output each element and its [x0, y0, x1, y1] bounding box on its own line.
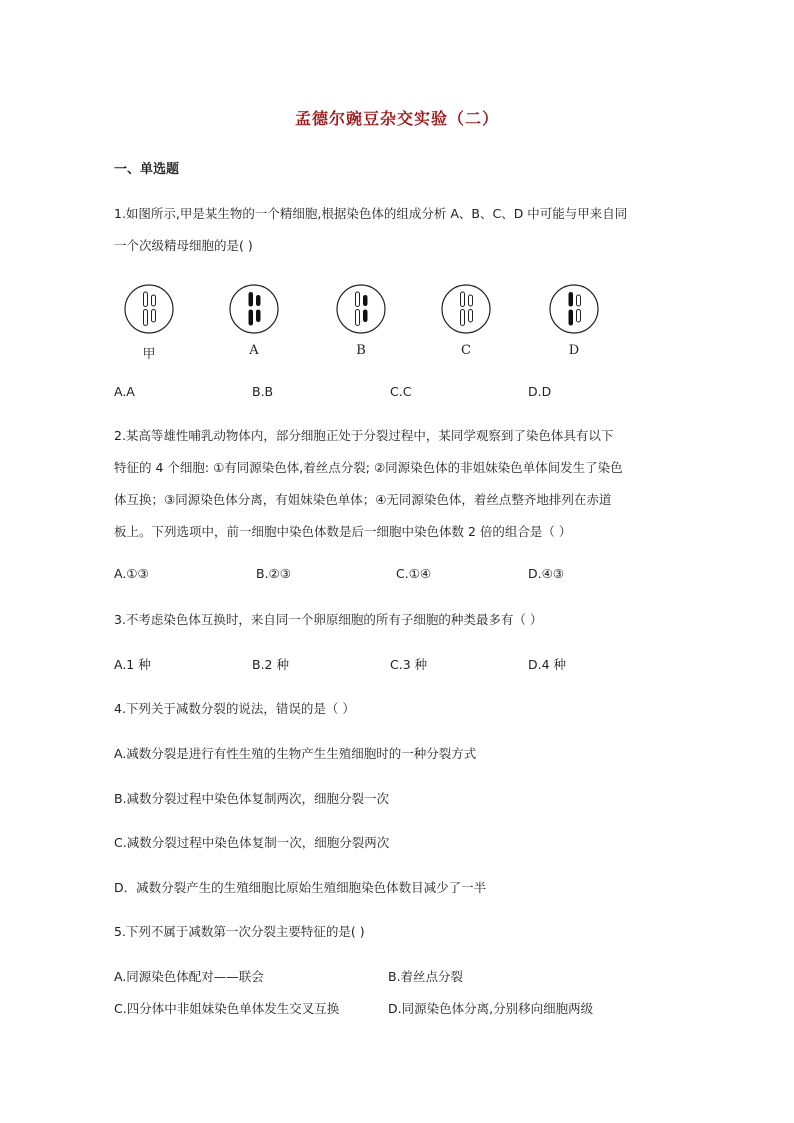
cell-b-drawing	[334, 282, 388, 336]
chromosome-long-arm-top	[461, 292, 465, 307]
chromosome-long-arm-bottom	[249, 310, 254, 326]
q3-option-d[interactable]: D.4 种	[528, 657, 567, 672]
q3-option-a[interactable]: A.1 种	[114, 657, 151, 672]
q1-option-a[interactable]: A.A	[114, 384, 135, 399]
q1-option-d[interactable]: D.D	[528, 384, 552, 399]
q1-stem-line-2: 一个次级精母细胞的是( )	[114, 238, 253, 253]
q5-stem-line-1: 5.下列不属于减数第一次分裂主要特征的是( )	[114, 924, 365, 939]
q2-stem-line-2: 特征的 4 个细胞: ①有同源染色体,着丝点分裂; ②同源染色体的非姐妹染色单体间发生了染色	[114, 460, 623, 475]
cell-label-b: B	[356, 343, 366, 358]
q2-option-d[interactable]: D.④③	[528, 566, 565, 581]
q3-stem-line-1: 3.不考虑染色体互换时，来自同一个卵原细胞的所有子细胞的种类最多有（ ）	[114, 612, 543, 627]
cell-d	[547, 282, 601, 358]
chromosome-long-arm-bottom	[461, 310, 465, 326]
q3-option-c[interactable]: C.3 种	[390, 657, 428, 672]
chromosome-short-arm-bottom	[256, 310, 261, 323]
page-title: 孟德尔豌豆杂交实验（二）	[294, 109, 499, 128]
chromosome-short-arm-bottom	[363, 310, 368, 323]
q1-stem-line-1: 1.如图所示,甲是某生物的一个精细胞,根据染色体的组成分析 A、B、C、D 中可能与甲来自同	[114, 206, 628, 221]
chromosome-long-arm-top	[356, 292, 360, 307]
q3-option-b[interactable]: B.2 种	[252, 657, 289, 672]
q2-stem-line-4: 板上。下列选项中，前一细胞中染色体数是后一细胞中染色体数 2 倍的组合是（ ）	[114, 524, 572, 539]
chromosome-short-arm-top	[469, 295, 473, 306]
chromosome-long-arm-top	[144, 292, 148, 307]
q5-option-d[interactable]: D.同源染色体分离,分别移向细胞两级	[388, 1001, 594, 1016]
chromosome-long-arm-top	[249, 292, 254, 307]
cell-label-a: A	[249, 343, 259, 358]
section-heading: 一、单选题	[114, 162, 180, 177]
q4-option-b[interactable]: B.减数分裂过程中染色体复制两次，细胞分裂一次	[114, 791, 390, 806]
chromosome-long-arm-bottom	[144, 310, 148, 326]
q4-option-a[interactable]: A.减数分裂是进行有性生殖的生物产生生殖细胞时的一种分裂方式	[114, 746, 477, 761]
q4-option-d[interactable]: D．减数分裂产生的生殖细胞比原始生殖细胞染色体数目减少了一半	[114, 880, 487, 895]
cell-c-drawing	[439, 282, 493, 336]
q4-option-c[interactable]: C.减数分裂过程中染色体复制一次，细胞分裂两次	[114, 835, 390, 850]
q1-option-b[interactable]: B.B	[252, 384, 274, 399]
chromosome-short-arm-bottom	[469, 310, 473, 323]
q5-option-b[interactable]: B.着丝点分裂	[388, 969, 464, 984]
chromosome-short-arm-top	[363, 295, 368, 306]
q1-option-c[interactable]: C.C	[390, 384, 412, 399]
cell-label-d: D	[568, 343, 580, 358]
cell-jia	[122, 282, 176, 362]
chromosome-short-arm-top	[577, 295, 581, 306]
q2-option-c[interactable]: C.①④	[396, 566, 432, 581]
cell-jia-drawing	[122, 282, 176, 336]
cell-label-jia: 甲	[142, 347, 156, 362]
q5-option-a[interactable]: A.同源染色体配对——联会	[114, 969, 264, 984]
q2-option-a[interactable]: A.①③	[114, 566, 149, 581]
q2-option-b[interactable]: B.②③	[256, 566, 291, 581]
cell-label-c: C	[461, 343, 471, 358]
chromosome-short-arm-bottom	[577, 310, 581, 323]
q2-stem-line-1: 2.某高等雄性哺乳动物体内，部分细胞正处于分裂过程中，某同学观察到了染色体具有以下	[114, 428, 614, 443]
cell-a-drawing	[227, 282, 281, 336]
cell-d-drawing	[547, 282, 601, 336]
q4-stem-line-1: 4.下列关于减数分裂的说法，错误的是（ ）	[114, 701, 355, 716]
q5-option-c[interactable]: C.四分体中非姐妹染色单体发生交叉互换	[114, 1001, 340, 1016]
cell-figure	[114, 282, 614, 366]
chromosome-long-arm-bottom	[356, 310, 360, 326]
q2-stem-line-3: 体互换；③同源染色体分离，有姐妹染色单体；④无同源染色体，着丝点整齐地排列在赤道	[114, 492, 612, 507]
chromosome-short-arm-top	[256, 295, 261, 306]
chromosome-short-arm-top	[152, 295, 156, 306]
cell-c	[439, 282, 493, 358]
cell-b	[334, 282, 388, 358]
cell-a	[227, 282, 281, 358]
chromosome-long-arm-top	[569, 292, 574, 307]
chromosome-short-arm-bottom	[152, 310, 156, 323]
chromosome-long-arm-bottom	[569, 310, 574, 326]
